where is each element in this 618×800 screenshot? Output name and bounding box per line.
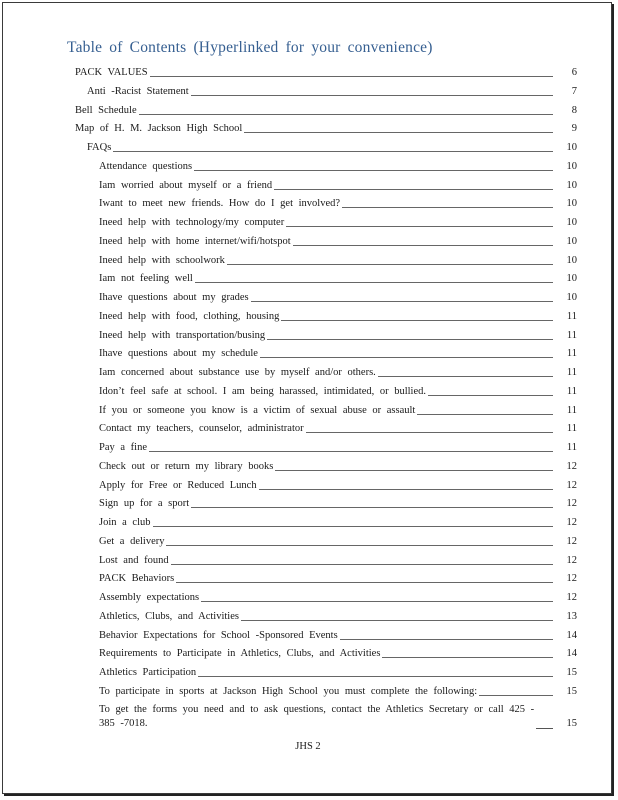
toc-entry-label[interactable]: If you or someone you know is a victim of sexual abuse or assault [99, 402, 417, 420]
toc-entry-label[interactable]: Iam worried about myself or a friend [99, 177, 274, 195]
toc-entry[interactable] [3, 645, 613, 663]
toc-entry[interactable] [3, 214, 613, 232]
toc-entry-label[interactable]: PACK VALUES [75, 64, 150, 82]
leader-line [119, 582, 561, 583]
toc-entry[interactable] [3, 270, 613, 288]
toc-entry[interactable] [3, 383, 613, 401]
toc-entry-label[interactable]: Check out or return my library books [99, 458, 275, 476]
toc-page-number: 10 [553, 252, 577, 270]
toc-entry[interactable] [3, 158, 613, 176]
toc-entry[interactable] [3, 664, 613, 682]
toc-entry[interactable] [3, 552, 613, 570]
toc-page-number: 9 [553, 120, 577, 138]
toc-page-number: 12 [553, 495, 577, 513]
leader-line [95, 76, 561, 77]
toc-entry-label[interactable]: Ineed help with home internet/wifi/hotspot [99, 233, 293, 251]
toc-entry[interactable] [3, 233, 613, 251]
toc-entry[interactable] [3, 477, 613, 495]
toc-entry-label[interactable]: Map of H. M. Jackson High School [75, 120, 244, 138]
toc-entry-label[interactable]: To participate in sports at Jackson High School you must complete the following: [99, 683, 479, 701]
leader-line [119, 451, 561, 452]
toc-entry-label[interactable]: Anti -Racist Statement [87, 83, 191, 101]
leader-line [119, 564, 561, 565]
toc-entry-label[interactable]: Athletics, Clubs, and Activities [99, 608, 241, 626]
toc-entry[interactable] [3, 252, 613, 270]
leader-line [107, 151, 561, 152]
toc-entry[interactable] [3, 627, 613, 645]
toc-entry[interactable] [3, 589, 613, 607]
toc-page-number: 12 [553, 458, 577, 476]
toc-entry[interactable] [3, 177, 613, 195]
toc-page-number: 14 [553, 645, 577, 663]
toc-entry-label[interactable]: Athletics Participation [99, 664, 198, 682]
toc-entry-label[interactable]: Iwant to meet new friends. How do I get involved? [99, 195, 342, 213]
toc-entry-label[interactable]: Bell Schedule [75, 102, 139, 120]
toc-page-number: 12 [553, 533, 577, 551]
toc-entry-label[interactable]: Lost and found [99, 552, 171, 570]
toc-entry-label-line: 385 -7018. [99, 717, 152, 731]
toc-page-number: 11 [553, 345, 577, 363]
toc-entry-label[interactable] [99, 703, 536, 731]
toc-page-number: 12 [553, 552, 577, 570]
toc-page-number: 11 [553, 308, 577, 326]
toc-entry[interactable] [3, 364, 613, 382]
toc-entry-label[interactable]: Requirements to Participate in Athletics, Clubs, and Activities [99, 645, 382, 663]
toc-page-number: 11 [553, 420, 577, 438]
toc-entry-label[interactable]: Join a club [99, 514, 153, 532]
toc-entry-label[interactable]: Ihave questions about my grades [99, 289, 251, 307]
toc-page-number: 10 [553, 177, 577, 195]
toc-entry[interactable] [3, 703, 613, 733]
toc-page-number: 15 [553, 664, 577, 682]
toc-page-number: 8 [553, 102, 577, 120]
toc-entry[interactable] [3, 495, 613, 513]
toc-page-number: 11 [553, 327, 577, 345]
toc-entry[interactable] [3, 195, 613, 213]
toc-entry[interactable] [3, 139, 613, 157]
toc-entry[interactable] [3, 420, 613, 438]
toc-entry-label[interactable]: Ineed help with schoolwork [99, 252, 227, 270]
toc-entry-label[interactable]: Behavior Expectations for School -Sponsored Events [99, 627, 340, 645]
toc-page-number: 14 [553, 627, 577, 645]
toc-page-number: 15 [553, 683, 577, 701]
leader-line [119, 526, 561, 527]
toc-entry-label[interactable]: Assembly expectations [99, 589, 201, 607]
toc-entry-label[interactable]: PACK Behaviors [99, 570, 176, 588]
toc-entry-label[interactable]: Get a delivery [99, 533, 166, 551]
toc-page-number: 10 [553, 270, 577, 288]
toc-entry-label[interactable]: Ihave questions about my schedule [99, 345, 260, 363]
toc-entry[interactable] [3, 683, 613, 701]
toc-page-number: 11 [553, 383, 577, 401]
toc-page-number: 12 [553, 477, 577, 495]
toc-entry[interactable] [3, 64, 613, 82]
toc-page-number: 7 [553, 83, 577, 101]
toc-entry[interactable] [3, 439, 613, 457]
toc-entry[interactable] [3, 570, 613, 588]
toc-entry-label[interactable]: Sign up for a sport [99, 495, 191, 513]
toc-entry[interactable] [3, 308, 613, 326]
toc-page-number: 15 [553, 717, 577, 731]
toc-page-number: 10 [553, 139, 577, 157]
toc-entry[interactable] [3, 120, 613, 138]
toc-entry[interactable] [3, 533, 613, 551]
toc-page-number: 12 [553, 589, 577, 607]
toc-entry-label[interactable]: Contact my teachers, counselor, administrator [99, 420, 306, 438]
toc-entry-label[interactable]: Pay a fine [99, 439, 149, 457]
toc-entry[interactable] [3, 83, 613, 101]
toc-entry[interactable] [3, 402, 613, 420]
toc-entry-label-line: To get the forms you need and to ask questions, contact the Athletics Secretary or call 425 - [99, 703, 535, 715]
toc-entry-label[interactable]: FAQs [87, 139, 113, 157]
toc-page-number: 13 [553, 608, 577, 626]
toc-entry[interactable] [3, 514, 613, 532]
toc-page-number: 10 [553, 289, 577, 307]
toc-entry[interactable] [3, 102, 613, 120]
toc-page-number: 11 [553, 364, 577, 382]
toc-entry[interactable] [3, 289, 613, 307]
page-footer: JHS 2 [295, 741, 321, 752]
toc-page-number: 10 [553, 195, 577, 213]
toc-entry-label[interactable]: Iam concerned about substance use by myself and/or others. [99, 364, 378, 382]
document-page [2, 2, 612, 794]
toc-entry[interactable] [3, 327, 613, 345]
toc-entry-label[interactable]: Iam not feeling well [99, 270, 195, 288]
toc-page-number: 6 [553, 64, 577, 82]
toc-entry[interactable] [3, 345, 613, 363]
toc-entry[interactable] [3, 458, 613, 476]
toc-entry-label[interactable]: Attendance questions [99, 158, 194, 176]
toc-entry[interactable] [3, 608, 613, 626]
toc-page-number: 10 [553, 214, 577, 232]
leader-line [95, 114, 561, 115]
toc-entry-label[interactable]: Ineed help with transportation/busing [99, 327, 267, 345]
leader-line [119, 545, 561, 546]
toc-entry-label[interactable]: Ineed help with food, clothing, housing [99, 308, 281, 326]
toc-page-number: 11 [553, 402, 577, 420]
toc-page-number: 10 [553, 233, 577, 251]
toc-page-number: 10 [553, 158, 577, 176]
toc-entry-label[interactable]: Ineed help with technology/my computer [99, 214, 286, 232]
toc-page-number: 12 [553, 514, 577, 532]
toc-entry-label[interactable]: Apply for Free or Reduced Lunch [99, 477, 259, 495]
toc-page-number: 12 [553, 570, 577, 588]
toc-title: Table of Contents (Hyperlinked for your convenience) [67, 39, 433, 56]
toc-entry-label[interactable]: Idon’t feel safe at school. I am being harassed, intimidated, or bullied. [99, 383, 428, 401]
toc-page-number: 11 [553, 439, 577, 457]
